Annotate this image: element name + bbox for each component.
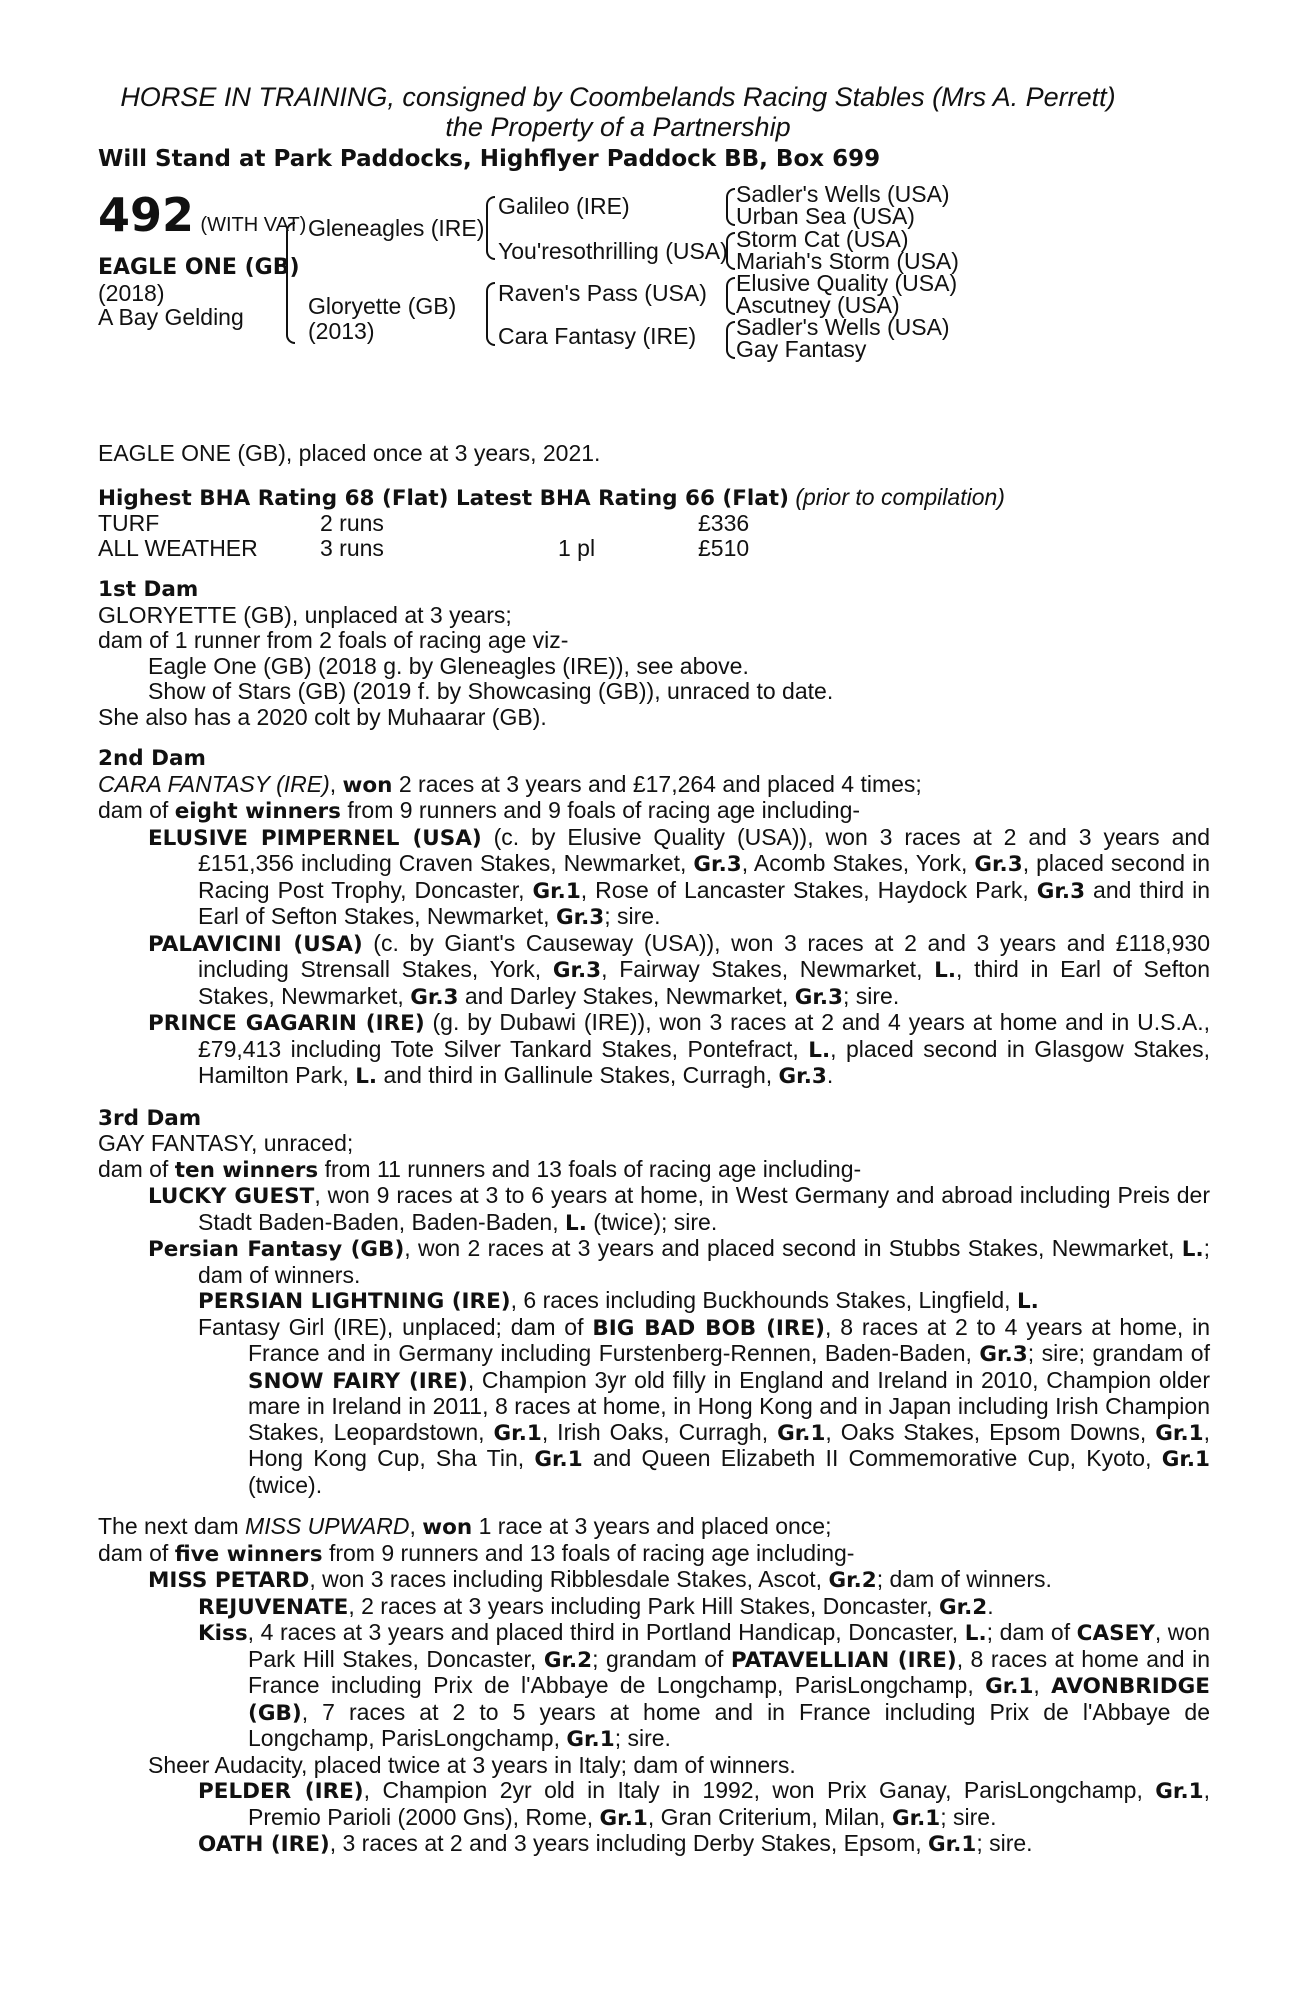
produce-entry	[98, 1315, 1210, 1499]
pedigree-brace	[726, 321, 735, 359]
sire-sire: Galileo (IRE)	[498, 193, 630, 219]
lot-number: 492	[98, 188, 195, 242]
grade: L.	[808, 1037, 831, 1063]
runs-surface: ALL WEATHER	[98, 535, 258, 561]
dam-line	[98, 798, 1210, 825]
horse-name: PALAVICINI (USA)	[148, 931, 363, 957]
text: , Gran Criterium, Milan,	[647, 1803, 892, 1830]
horse-name: PRINCE GAGARIN (IRE)	[148, 1011, 425, 1036]
grade: Gr.2	[543, 1647, 593, 1673]
text: ; sire.	[604, 903, 661, 929]
text: ; grandam of	[592, 1645, 731, 1672]
produce-entry	[98, 1594, 1210, 1621]
grade: Gr.1	[891, 1805, 941, 1831]
grade: Gr.3	[410, 984, 459, 1010]
grade: Gr.2	[938, 1594, 988, 1620]
pedigree-brace	[726, 232, 735, 270]
section-heading: 1st Dam	[98, 577, 199, 602]
grade: Gr.1	[534, 1447, 583, 1472]
pedigree-brace	[486, 282, 495, 346]
text: and Queen Elizabeth II Commemorative Cup, Kyoto,	[582, 1445, 1162, 1471]
dam-line	[98, 1514, 1210, 1541]
pedigree-brace	[286, 222, 295, 344]
text: , 8 races at home and in France including Prix de l'Abbaye de Longchamp, ParisLongchamp,	[248, 1645, 1210, 1698]
text: from 9 runners and 9 foals of racing age including-	[340, 797, 861, 823]
produce-line: Show of Stars (GB) (2019 f. by Showcasing (GB)), unraced to date.	[148, 678, 834, 704]
text: (c. by Elusive Quality (USA)), won 3 races at 2 and 3 years and £151,356 including Craven Stakes, Newmarket,	[198, 823, 1210, 876]
produce-entry	[98, 1567, 1210, 1594]
winners-count: five winners	[174, 1541, 323, 1567]
grade: Gr.2	[828, 1568, 877, 1593]
text: , Rose of Lancaster Stakes, Haydock Park,	[580, 876, 1037, 903]
fourth-dam-section	[98, 1514, 1210, 1858]
grade: Gr.1	[532, 878, 581, 904]
text: , Fairway Stakes, Newmarket,	[601, 956, 935, 982]
section-heading: 2nd Dam	[98, 746, 206, 771]
grade: Gr.3	[778, 1064, 827, 1089]
owner-line: the Property of a Partnership	[445, 112, 791, 142]
text: , placed second in Racing Post Trophy, Doncaster,	[198, 850, 1210, 903]
runs-placed: 1 pl	[558, 535, 596, 561]
text: dam of	[98, 1155, 175, 1182]
text: , Premio Parioli (2000 Gns), Rome,	[248, 1777, 1210, 1830]
foaling-year: (2018)	[98, 280, 165, 306]
grade: L.	[565, 1210, 587, 1236]
text: Fantasy Girl (IRE), unplaced; dam of	[198, 1313, 593, 1340]
dam-dam: Cara Fantasy (IRE)	[498, 323, 697, 349]
grade: Gr.3	[974, 852, 1023, 877]
horse-name: AVONBRIDGE (GB)	[248, 1674, 1210, 1726]
produce-entry	[98, 1288, 1210, 1315]
first-dam-section	[98, 577, 1210, 730]
text: (twice).	[248, 1471, 323, 1498]
runs-prize: £510	[698, 535, 750, 561]
text: , Irish Oaks, Curragh,	[541, 1418, 778, 1445]
ancestor: Ascutney (USA)	[736, 292, 900, 318]
text: and third in Earl of Sefton Stakes, Newmarket,	[198, 876, 1211, 929]
sire-name: Gleneagles (IRE)	[308, 215, 485, 241]
runs-prize: £336	[698, 510, 750, 536]
pedigree-brace	[726, 188, 735, 226]
text: ; sire.	[976, 1830, 1033, 1856]
rating-line	[98, 485, 1210, 512]
text: and Darley Stakes, Newmarket,	[458, 982, 795, 1009]
produce-entry	[98, 1831, 1210, 1858]
produce-entry: Sheer Audacity, placed twice at 3 years in Italy; dam of winners.	[148, 1751, 796, 1778]
runs-count: 2 runs	[320, 510, 384, 536]
text: The next dam	[98, 1513, 246, 1539]
grade: L.	[934, 958, 957, 983]
grade: Gr.3	[794, 984, 843, 1010]
consignor-line: HORSE IN TRAINING, consigned by Coombelands Racing Stables (Mrs A. Perrett)	[120, 82, 1116, 112]
horse-description: A Bay Gelding	[98, 304, 244, 330]
horse-name: CASEY	[1076, 1621, 1155, 1646]
runs-count: 3 runs	[320, 535, 384, 561]
catalogue-page	[98, 82, 1210, 1858]
grade: Gr.1	[566, 1727, 615, 1752]
grade: Gr.1	[928, 1832, 977, 1857]
won-label: won	[422, 1515, 473, 1540]
text: ; sire; grandam of	[1027, 1340, 1210, 1366]
text: from 9 runners and 13 foals of racing age including-	[322, 1539, 855, 1566]
pedigree-brace	[486, 196, 495, 260]
horse-name: SNOW FAIRY (IRE)	[248, 1368, 468, 1394]
horse-name: OATH (IRE)	[198, 1832, 330, 1857]
horse-name: EAGLE ONE (GB)	[98, 255, 300, 280]
rating-note: (prior to compilation)	[795, 483, 1005, 510]
produce-line: Eagle One (GB) (2018 g. by Gleneagles (IRE)), see above.	[148, 652, 749, 679]
horse-name: ELUSIVE PIMPERNEL (USA)	[148, 825, 482, 851]
grade: L.	[964, 1621, 987, 1646]
grade: L.	[1016, 1289, 1039, 1314]
text: .	[826, 1062, 834, 1088]
text: , Acomb Stakes, York,	[741, 850, 975, 876]
dam-line: GAY FANTASY, unraced;	[98, 1130, 354, 1156]
vat-note: (WITH VAT)	[200, 214, 307, 236]
text: and third in Gallinule Stakes, Curragh,	[377, 1062, 779, 1088]
horse-name: PELDER (IRE)	[198, 1779, 364, 1804]
third-dam-section	[98, 1106, 1210, 1499]
rating-bold: Highest BHA Rating 68 (Flat) Latest BHA Rating 66 (Flat)	[98, 485, 789, 511]
text: , third in Earl of Sefton Stakes, Newmarket,	[198, 956, 1210, 1009]
dam-name: CARA FANTASY (IRE)	[98, 770, 330, 797]
text: ; dam of winners.	[876, 1566, 1052, 1592]
dam-line: dam of 1 runner from 2 foals of racing age viz-	[98, 627, 569, 653]
text: ; sire.	[940, 1803, 997, 1830]
produce-entry	[98, 1620, 1210, 1753]
text: (c. by Giant's Causeway (USA)), won 3 races at 2 and 3 years and £118,930 including Strensall Stakes, York,	[198, 929, 1210, 982]
dam-line: She also has a 2020 colt by Muhaarar (GB).	[98, 703, 547, 730]
grade: Gr.3	[555, 905, 605, 930]
horse-name: BIG BAD BOB (IRE)	[592, 1315, 825, 1341]
lot-header	[98, 82, 1138, 174]
grade: L.	[1181, 1237, 1204, 1262]
text: , 4 races at 3 years and placed third in Portland Handicap, Doncaster,	[247, 1619, 965, 1645]
text: , 6 races including Buckhounds Stakes, Lingfield,	[510, 1287, 1017, 1313]
second-dam-section	[98, 746, 1210, 1090]
ancestor: Elusive Quality (USA)	[736, 270, 958, 296]
grade: Gr.1	[1161, 1447, 1210, 1472]
grade: Gr.3	[693, 852, 742, 877]
text: ; sire.	[614, 1725, 671, 1751]
text: , 2 races at 3 years including Park Hill Stakes, Doncaster,	[348, 1592, 939, 1619]
dam-name: MISS UPWARD	[245, 1513, 410, 1539]
ancestor: Gay Fantasy	[736, 336, 867, 362]
winners-count: eight winners	[174, 799, 341, 824]
dam-year: (2013)	[308, 318, 375, 344]
text: ,	[1033, 1672, 1052, 1698]
ancestor: Storm Cat (USA)	[736, 226, 909, 252]
dam-record: 2 races at 3 years and £17,264 and placed 4 times;	[392, 770, 922, 797]
grade: Gr.1	[599, 1805, 648, 1831]
produce-entry	[98, 1236, 1210, 1288]
section-heading: 3rd Dam	[98, 1105, 202, 1131]
text: , won 2 races at 3 years and placed second in Stubbs Stakes, Newmarket,	[404, 1235, 1182, 1261]
text: ; dam of winners.	[198, 1235, 1211, 1288]
grade: Gr.1	[985, 1674, 1034, 1699]
text: , 7 races at 2 to 5 years at home and in France including Prix de l'Abbaye de Longchamp, ParisLongchamp,	[248, 1698, 1210, 1751]
horse-name: Kiss	[198, 1621, 248, 1646]
runs-table	[98, 511, 1210, 563]
text: , won 9 races at 3 to 6 years at home, in West Germany and abroad including Preis der Stadt Baden-Baden, Baden-Baden,	[198, 1182, 1210, 1235]
ratings-section	[98, 485, 1210, 564]
grade: L.	[355, 1064, 378, 1089]
text: ,	[409, 1513, 423, 1539]
text: dam of	[98, 1539, 175, 1566]
won-label: won	[342, 772, 393, 798]
winners-count: ten winners	[174, 1157, 319, 1183]
horse-name: PATAVELLIAN (IRE)	[730, 1647, 957, 1673]
pedigree-brace	[726, 277, 735, 315]
text: , Oaks Stakes, Epsom Downs,	[825, 1418, 1156, 1445]
text: 1 race at 3 years and placed once;	[472, 1513, 832, 1539]
text: .	[987, 1592, 994, 1619]
text: ; dam of	[986, 1619, 1077, 1645]
grade: Gr.3	[1036, 878, 1086, 904]
produce-entry	[98, 1183, 1210, 1236]
text: (twice); sire.	[586, 1208, 718, 1235]
text: (g. by Dubawi (IRE)), won 3 races at 2 and 4 years at home and in U.S.A., £79,413 including Tote Silver Tankard Stakes, Pontefract,	[198, 1009, 1210, 1062]
grade: Gr.3	[552, 958, 602, 983]
dam-sire: Raven's Pass (USA)	[498, 280, 707, 306]
sire-dam: You'resothrilling (USA)	[498, 238, 728, 264]
text: ; sire.	[843, 982, 900, 1009]
horse-name: LUCKY GUEST	[148, 1184, 315, 1209]
grade: Gr.1	[493, 1420, 542, 1446]
grade: Gr.1	[777, 1420, 826, 1446]
text: , Hong Kong Cup, Sha Tin,	[248, 1418, 1210, 1471]
text: , Champion 2yr old in Italy in 1992, won Prix Ganay, ParisLongchamp,	[363, 1777, 1156, 1803]
ancestor: Mariah's Storm (USA)	[736, 248, 959, 274]
ancestor: Sadler's Wells (USA)	[736, 181, 950, 207]
produce-entry	[98, 1010, 1210, 1090]
horse-name: MISS PETARD	[148, 1568, 310, 1593]
race-summary: EAGLE ONE (GB), placed once at 3 years, 2021.	[98, 440, 601, 466]
horse-name: Persian Fantasy (GB)	[148, 1237, 405, 1262]
text: , won Park Hill Stakes, Doncaster,	[248, 1619, 1211, 1672]
produce-entry	[98, 1778, 1210, 1831]
grade: Gr.1	[1155, 1779, 1204, 1804]
text: from 11 runners and 13 foals of racing age including-	[318, 1155, 862, 1182]
dam-line	[98, 1541, 1210, 1568]
text: , placed second in Glasgow Stakes, Hamilton Park,	[198, 1035, 1210, 1088]
runs-surface: TURF	[98, 510, 160, 536]
stand-location: Will Stand at Park Paddocks, Highflyer Paddock BB, Box 699	[98, 146, 881, 172]
produce-entry	[98, 931, 1210, 1011]
horse-name: REJUVENATE	[198, 1594, 349, 1620]
dam-line	[98, 1157, 1210, 1184]
grade: Gr.3	[979, 1342, 1028, 1367]
dam-line: CARA FANTASY (IRE), won 2 races at 3 years and £17,264 and placed 4 times;	[98, 770, 922, 798]
ancestor: Sadler's Wells (USA)	[736, 314, 950, 340]
grade: Gr.1	[1155, 1420, 1204, 1446]
text: , 8 races at 2 to 4 years at home, in France and in Germany including Furstenberg-Rennen, Baden-Baden,	[248, 1313, 1210, 1366]
text: , won 3 races including Ribblesdale Stakes, Ascot,	[309, 1566, 829, 1592]
pedigree-table	[98, 181, 1210, 449]
dam-line: GLORYETTE (GB), unplaced at 3 years;	[98, 601, 512, 628]
produce-entry	[98, 825, 1210, 931]
text: , 3 races at 2 and 3 years including Derby Stakes, Epsom,	[329, 1830, 929, 1856]
ancestor: Urban Sea (USA)	[736, 203, 915, 229]
text: dam of	[98, 797, 175, 823]
dam-name: Gloryette (GB)	[308, 293, 457, 319]
text: , Champion 3yr old filly in England and Ireland in 2010, Champion older mare in Ireland in 2011, 8 races at home, in Hong Kong and in Japan including Irish Champion Stakes, Leopardstown,	[248, 1366, 1210, 1445]
horse-name: PERSIAN LIGHTNING (IRE)	[198, 1289, 511, 1314]
lot-number-row	[98, 188, 307, 242]
